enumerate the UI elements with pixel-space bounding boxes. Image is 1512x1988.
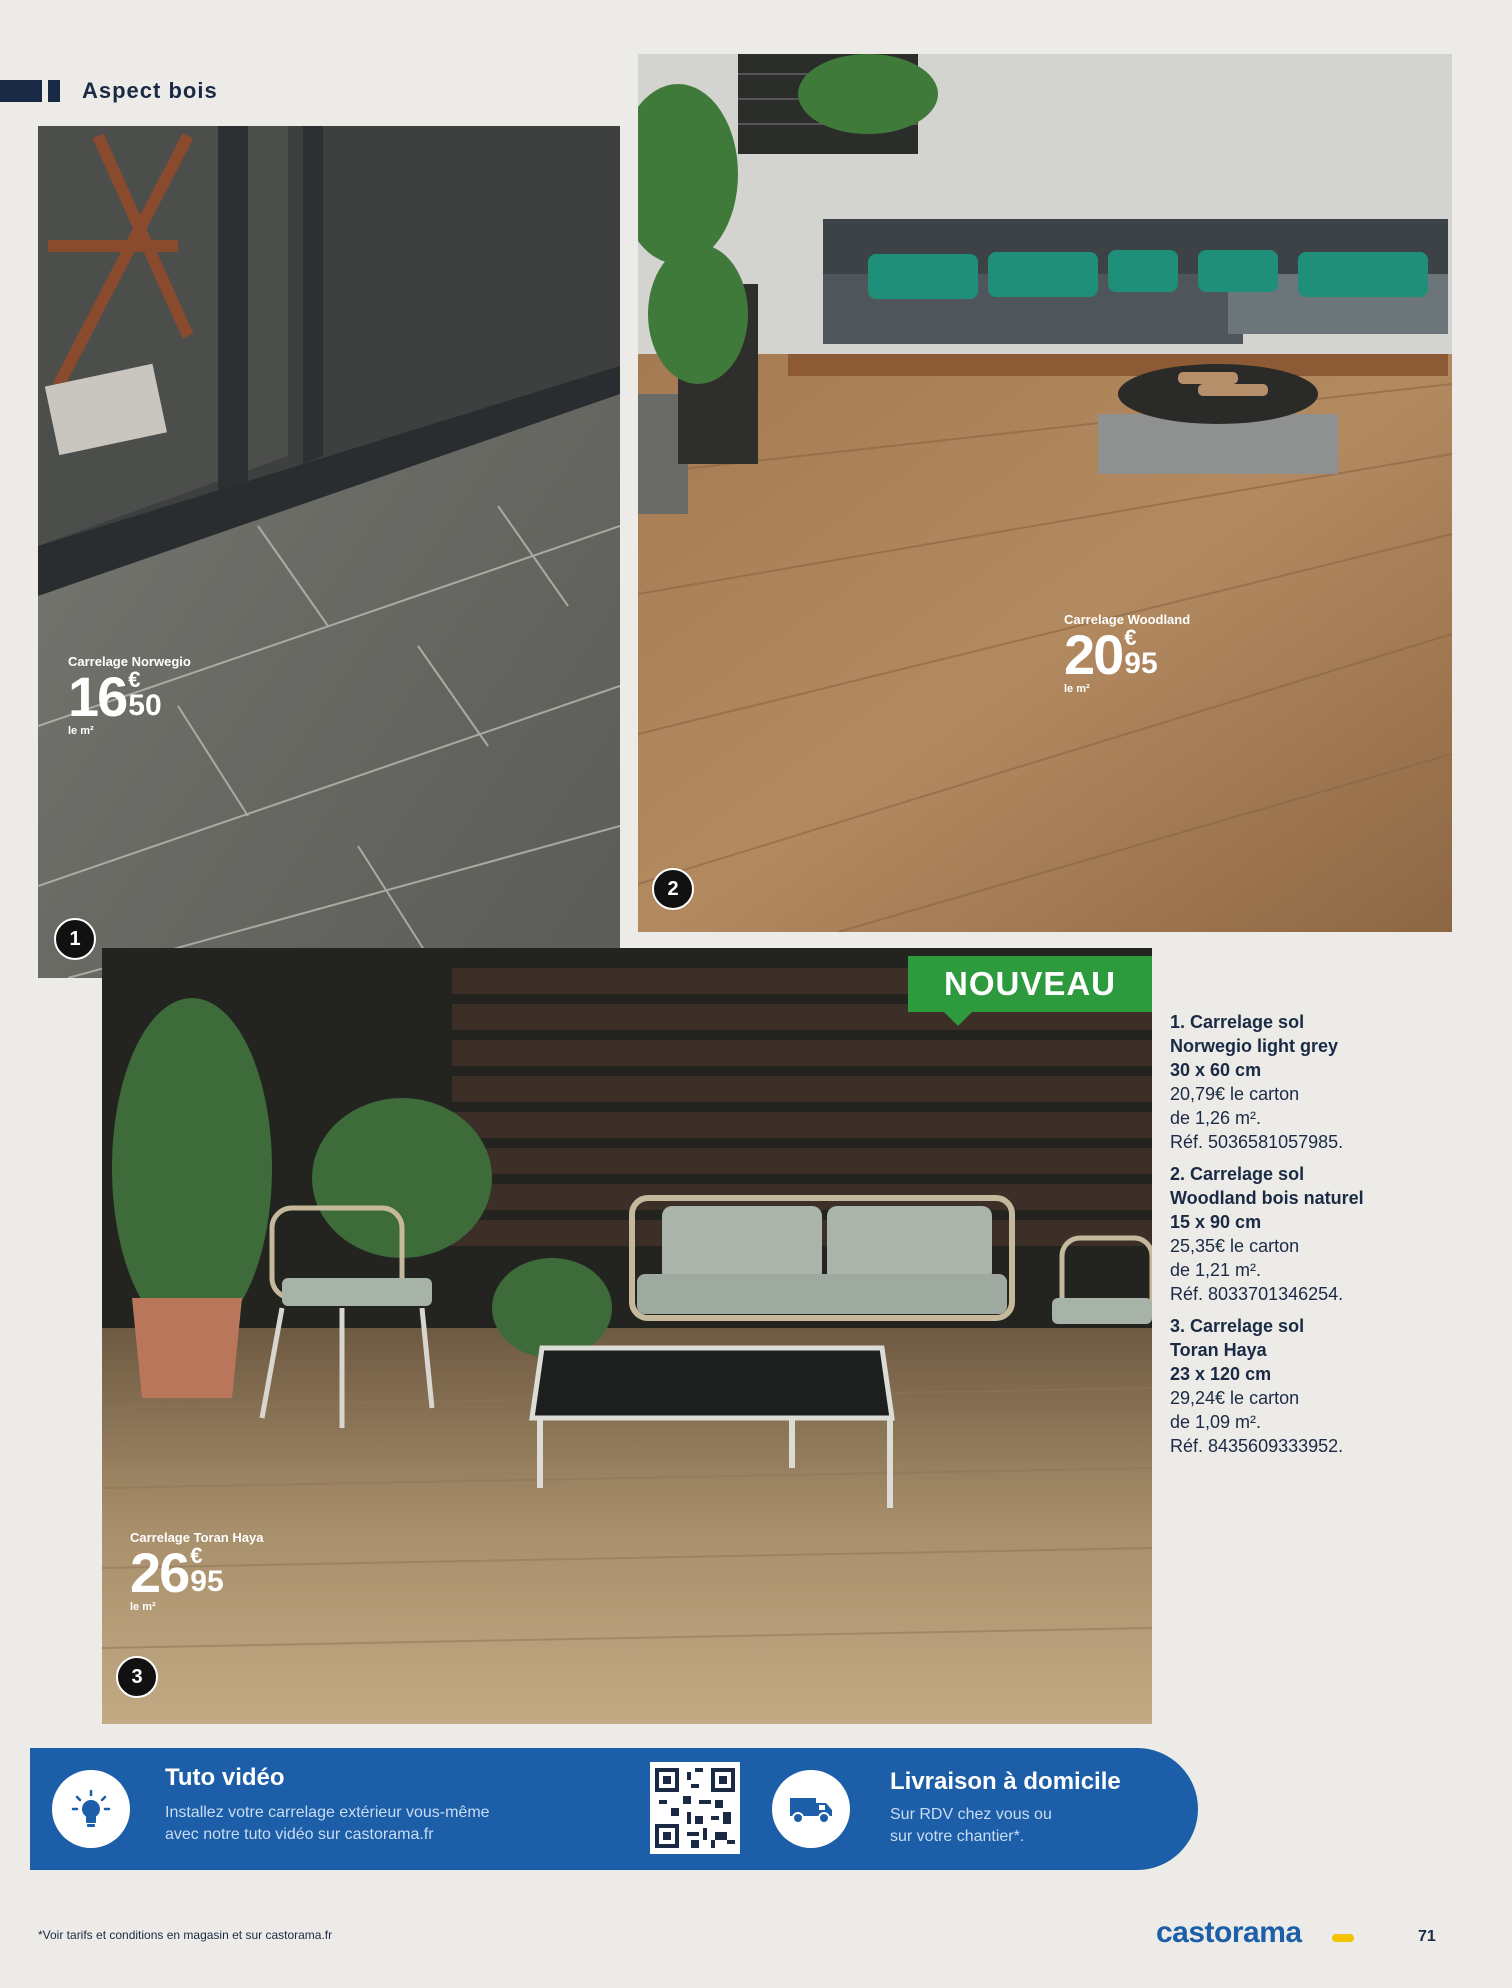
tuto-title: Tuto vidéo	[165, 1764, 285, 1791]
price-currency: €	[190, 1543, 203, 1568]
product-title-line: 1. Carrelage sol	[1170, 1012, 1305, 1032]
lightbulb-icon	[52, 1770, 130, 1848]
product-detail-line: Réf. 5036581057985.	[1170, 1132, 1344, 1152]
product-title-line: 23 x 120 cm	[1170, 1364, 1272, 1384]
product-item	[1170, 1162, 1430, 1306]
price-cents: 95	[1124, 647, 1158, 680]
qr-code[interactable]	[650, 1762, 740, 1854]
product-title-line: Toran Haya	[1170, 1340, 1267, 1360]
section-header	[0, 76, 218, 106]
product-title-line: 15 x 90 cm	[1170, 1212, 1262, 1232]
product-detail-line: de 1,26 m².	[1170, 1108, 1262, 1128]
section-title: Aspect bois	[82, 78, 218, 103]
product-item	[1170, 1314, 1430, 1458]
product-title-line: Woodland bois naturel	[1170, 1188, 1364, 1208]
photo-marker-3: 3	[116, 1656, 158, 1698]
nouveau-badge-notch	[944, 1012, 972, 1026]
product-detail-line: 29,24€ le carton	[1170, 1388, 1300, 1408]
product-detail-line: de 1,21 m².	[1170, 1260, 1262, 1280]
price-currency: €	[1124, 625, 1137, 650]
tuto-text-line: avec notre tuto vidéo sur castorama.fr	[165, 1826, 434, 1843]
product-detail-line: 25,35€ le carton	[1170, 1236, 1300, 1256]
footnote: *Voir tarifs et conditions en magasin et sur castorama.fr	[38, 1928, 333, 1942]
price-currency: €	[128, 667, 141, 692]
price-product-name: Carrelage Norwegio	[68, 654, 191, 669]
tuto-text-line: Installez votre carrelage extérieur vous-même	[165, 1804, 490, 1821]
product-title-line: 2. Carrelage sol	[1170, 1164, 1305, 1184]
brand-logo: castorama	[1156, 1916, 1302, 1949]
delivery-text-line: Sur RDV chez vous ou	[890, 1806, 1052, 1823]
price-tag-woodland	[1064, 612, 1190, 695]
photo-toran-haya	[102, 948, 1152, 1724]
nouveau-badge: NOUVEAU	[908, 956, 1152, 1012]
price-cents: 50	[128, 689, 162, 722]
price-euros: 20	[1064, 623, 1123, 686]
price-unit: le m²	[68, 725, 94, 737]
services-banner	[30, 1748, 1198, 1870]
product-title-line: 3. Carrelage sol	[1170, 1316, 1305, 1336]
price-euros: 16	[68, 665, 127, 728]
price-product-name: Carrelage Toran Haya	[130, 1530, 264, 1545]
price-unit: le m²	[1064, 683, 1090, 695]
product-detail-line: Réf. 8033701346254.	[1170, 1284, 1344, 1304]
photo-woodland	[638, 54, 1452, 932]
price-tag-toran-haya	[130, 1530, 263, 1613]
page-number: 71	[1418, 1928, 1436, 1945]
delivery-title: Livraison à domicile	[890, 1768, 1121, 1795]
product-title-line: Norwegio light grey	[1170, 1036, 1339, 1056]
product-detail-line: 20,79€ le carton	[1170, 1084, 1300, 1104]
photo-marker-2: 2	[652, 868, 694, 910]
brand-logo-bar	[1332, 1934, 1354, 1942]
photo-norwegio	[38, 126, 620, 978]
product-detail-line: de 1,09 m².	[1170, 1412, 1262, 1432]
price-product-name: Carrelage Woodland	[1064, 612, 1191, 627]
product-item	[1170, 1010, 1430, 1154]
photo-marker-1: 1	[54, 918, 96, 960]
price-unit: le m²	[130, 1601, 156, 1613]
price-cents: 95	[190, 1565, 224, 1598]
product-list	[1170, 1010, 1430, 1466]
product-detail-line: Réf. 8435609333952.	[1170, 1436, 1344, 1456]
delivery-truck-icon	[772, 1770, 850, 1848]
delivery-text-line: sur votre chantier*.	[890, 1828, 1025, 1845]
price-tag-norwegio	[68, 654, 191, 737]
price-euros: 26	[130, 1541, 189, 1604]
section-bars	[0, 80, 60, 102]
product-title-line: 30 x 60 cm	[1170, 1060, 1262, 1080]
